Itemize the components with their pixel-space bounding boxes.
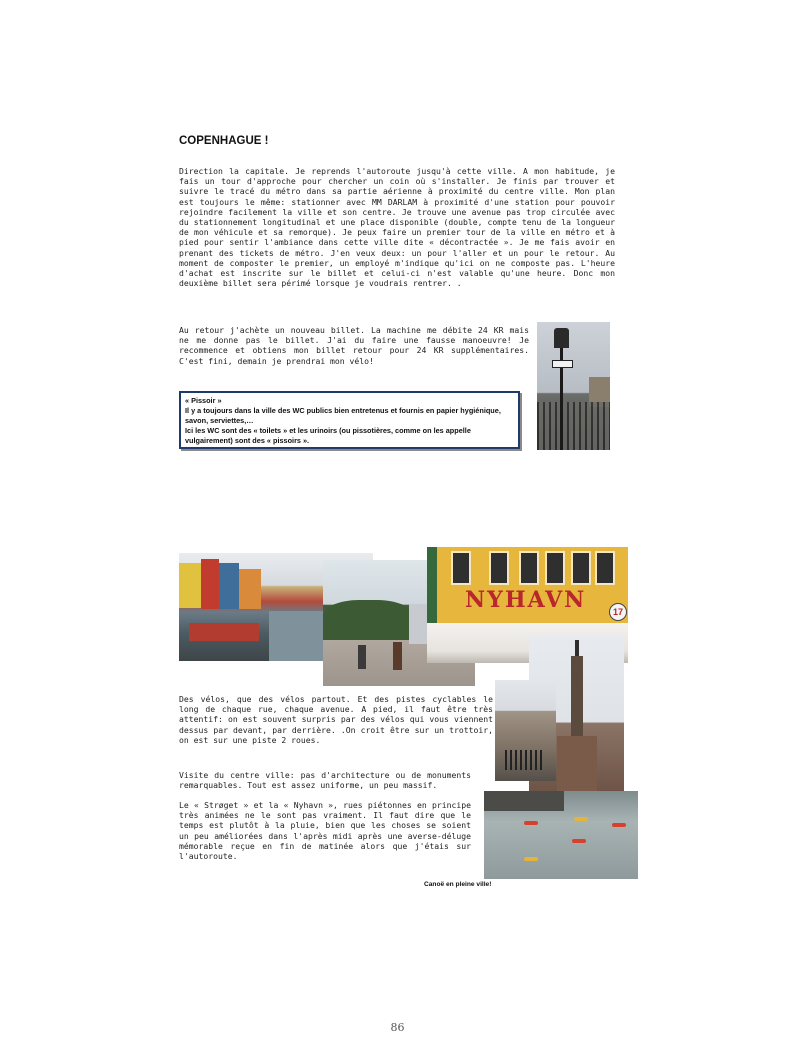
city-visit-paragraph: Visite du centre ville: pas d'architecture ou de monuments remarquables. Tout est assez uniforme, un peu massif. xyxy=(179,770,471,791)
bicycles-paragraph: Des vélos, que des vélos partout. Et des pistes cyclables le long de chaque rue, chaque avenue. A pied, il faut être très attentif: on est souvent surpris par des vélos qui vous viennent dessus par devant, par derrière. .On croit être sur un trottoir, on est sur une piste 2 roues. xyxy=(179,694,493,745)
nyhavn-sign-text: NYHAVN xyxy=(465,587,587,613)
callout-heading: « Pissoir » xyxy=(185,396,222,405)
canoe-caption: Canoë en pleine ville! xyxy=(424,881,492,888)
pedestrian-streets-paragraph: Le « Strøget » et la « Nyhavn », rues piétonnes en principe très animées ne le sont pas vraiment. Il faut dire que le temps est plutôt à la pluie, bien que les choses se soient un peu améliorées dans l'après midi après une averse-déluge mémorable reçue en fin de matinée alors que j'étais sur l'autoroute. xyxy=(179,800,471,862)
canoe-photo xyxy=(484,791,638,879)
ticket-paragraph: Au retour j'achète un nouveau billet. La machine me débite 24 KR mais ne me donne pas le billet. J'ai du faire une fausse manoeuvre! Je recommence et obtiens mon billet retour pour 24 KR supplémentaires. C'est fini, demain je prendrai mon vélo! xyxy=(179,325,529,366)
street-lamp-photo xyxy=(537,322,610,450)
page-number: 86 xyxy=(390,1021,405,1034)
bicycles-street-photo xyxy=(495,680,556,781)
page-title: COPENHAGUE ! xyxy=(179,135,269,147)
nyhavn-number-badge: 17 xyxy=(609,603,627,621)
pissoir-callout-box xyxy=(179,391,520,449)
callout-line-1: Il y a toujours dans la ville des WC publics bien entretenus et fournis en papier hygiénique, savon, serviettes,… xyxy=(185,406,501,425)
callout-line-2: Ici les WC sont des « toilets » et les urinoirs (ou pissotières, comme on les appelle vulgairement) sont des « pissoirs ». xyxy=(185,426,471,445)
intro-paragraph: Direction la capitale. Je reprends l'autoroute jusqu'à cette ville. A mon habitude, je fais un tour d'approche pour chercher un coin où s'installer. Je finis par trouver et suivre le tracé du métro dans sa partie aérienne à proximité du centre ville. Mon plan est toujours le même: stationner avec MM DARLAM à proximité d'une station pour pouvoir rejoindre facilement la ville et son centre. Je trouve une avenue pas trop circulée avec du stationnement longitudinal et une place disponible (double, compte tenu de la longueur de mon véhicule et sa remorque). Je peux faire un premier tour de la ville en métro et à pied pour sentir l'ambiance dans cette ville dite « décontractée ». Je me fais avoir en prenant des tickets de métro. J'en veux deux: un pour l'aller et un pour le retour. Au moment de composter le premier, un employé m'indique qu'ici on ne composte pas. L'heure d'achat est inscrite sur le billet et celui-ci n'est valable qu'une heure. Donc mon deuxième billet sera périmé lorsque je voudrais rentrer. . xyxy=(179,166,615,289)
